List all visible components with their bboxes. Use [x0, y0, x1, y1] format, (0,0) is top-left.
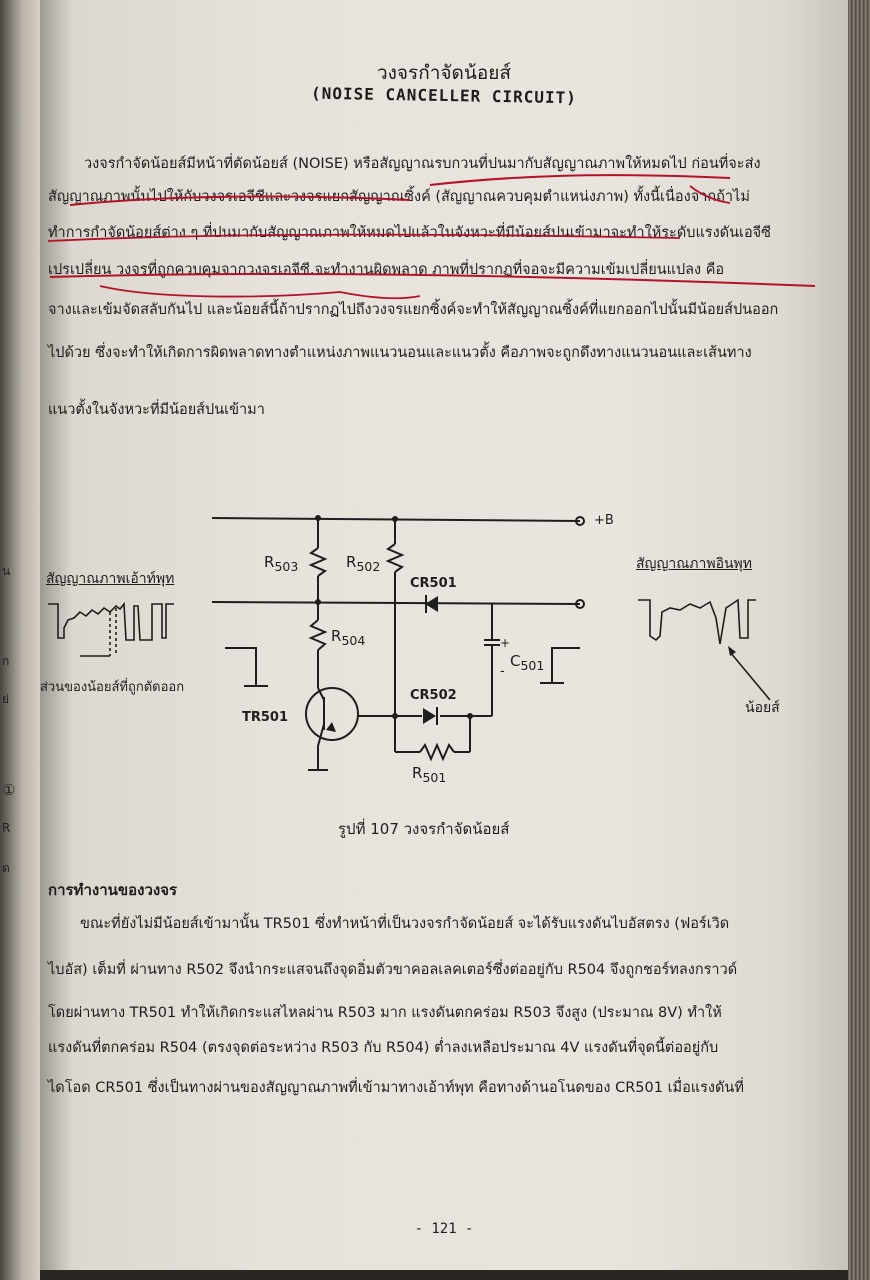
left-page-fragment: ด [2, 861, 10, 875]
capacitor-plus: + [500, 636, 511, 650]
intro-line: แนวตั้งในจังหวะที่มีน้อยส์ปนเข้ามา [48, 402, 265, 418]
r501-subscript: 501 [422, 770, 447, 785]
body-line: โดยผ่านทาง TR501 ทำให้เกิดกระแสไหลผ่าน R503 มาก แรงดันตกคร่อม R503 จึงสูง (ประมาณ 8V) ทำให้ [48, 1005, 722, 1021]
left-page-fragment: ย่ [2, 692, 10, 706]
intro-line: จางและเข้มจัดสลับกันไป และน้อยส์นี้ถ้าปรากฏไปถึงวงจรแยกซิ้งค์จะทำให้สัญญาณซิ้งค์ที่แยกออกไปนั้นมีน้อยส์ปนออก [48, 302, 779, 318]
body-line: แรงดันที่ตกคร่อม R504 (ตรงจุดต่อระหว่าง R503 กับ R504) ต่ำลงเหลือประมาณ 4V แรงดันที่จุดนี้ต่ออยู่กับ [48, 1040, 719, 1056]
left-page-fragment: ① [2, 781, 16, 799]
capacitor-minus: - [500, 664, 505, 679]
page-number: - 121 - [414, 1221, 474, 1237]
section-heading: การทำงานของวงจร [48, 881, 178, 899]
cr501-label: CR501 [410, 576, 457, 591]
supply-label: +B [594, 513, 614, 528]
intro-line: ไปด้วย ซึ่งจะทำให้เกิดการผิดพลาดทางตำแหน่งภาพแนวนอนและแนวตั้ง คือภาพจะถูกดึงทางแนวนอนและเส้นทาง [48, 345, 752, 361]
r504-label: $R_{504}$ [331, 627, 366, 648]
c501-subscript: 501 [520, 658, 545, 673]
intro-line: วงจรกำจัดน้อยส์มีหน้าที่ตัดน้อยส์ (NOISE) หรือสัญญาณรบกวนที่ปนมากับสัญญาณภาพให้หมดไป ก่อนที่จะส่ง [84, 156, 761, 172]
r503-subscript: 503 [274, 559, 299, 574]
book-page [40, 0, 848, 1270]
body-line: ไบอัส) เต็มที่ ผ่านทาง R502 จึงนำกระแสจนถึงจุดอิ่มตัวขาคอลเลคเตอร์ซึ่งต่ออยู่กับ R504 จึงถูกชอร์ทลงกราวด์ [48, 962, 738, 978]
intro-line: เปรเปลี่ยน วงจรที่ถูกควบคุมจากวงจรเอจีซี.จะทำงานผิดพลาด ภาพที่ปรากฏที่จอจะมีความเข้มเปลี่ยนแปลง คือ [48, 262, 725, 278]
tr501-label: TR501 [242, 710, 289, 725]
r502-label: $R_{502}$ [346, 553, 381, 574]
figure-caption: รูปที่ 107 วงจรกำจัดน้อยส์ [338, 820, 510, 838]
cr502-label: CR502 [410, 688, 457, 703]
intro-line: สัญญาณภาพนั้นไปให้กับวงจรเอจีซีและวงจรแยกสัญญาณซิ้งค์ (สัญญาณควบคุมตำแหน่งภาพ) ทั้งนี้เนื่องจากถ้าไม่ [48, 189, 750, 205]
r501-label: $R_{501}$ [412, 764, 447, 785]
body-line: ไดโอด CR501 ซึ่งเป็นทางผ่านของสัญญาณภาพที่เข้ามาทางเอ้าท์พุท คือทางด้านอโนดของ CR501 เมื่อแรงดันที่ [48, 1080, 744, 1096]
r503-label: $R_{503}$ [264, 553, 299, 574]
book-spine-edge [848, 0, 870, 1280]
input-signal-label: สัญญาณภาพอินพุท [636, 556, 753, 572]
left-page-fragment: น [2, 564, 11, 578]
left-page-fragment: ก [2, 654, 10, 668]
r502-subscript: 502 [356, 559, 381, 574]
left-page-fragment: R [2, 821, 11, 835]
output-signal-label: สัญญาณภาพเอ้าท์พุท [46, 571, 175, 587]
page-title: วงจรกำจัดน้อยส์ [376, 62, 512, 84]
noise-removed-note: ส่วนของน้อยส์ที่ถูกตัดออก [40, 680, 185, 695]
c501-label: $C_{501}$ [510, 652, 545, 673]
page-subtitle: (NOISE CANCELLER CIRCUIT) [310, 83, 578, 108]
r504-subscript: 504 [341, 633, 366, 648]
intro-line: ทำการกำจัดน้อยส์ต่าง ๆ ที่ปนมากับสัญญาณภาพให้หมดไปแล้วในจังหวะที่มีน้อยส์ปนเข้ามาจะทำให้ระดับแรงดันเอจีซี [48, 225, 771, 241]
left-page-edge [0, 0, 40, 1280]
noise-note: น้อยส์ [745, 700, 780, 716]
body-line: ขณะที่ยังไม่มีน้อยส์เข้ามานั้น TR501 ซึ่งทำหน้าที่เป็นวงจรกำจัดน้อยส์ จะได้รับแรงดันไบอัสตรง (ฟอร์เวิด [80, 916, 730, 932]
